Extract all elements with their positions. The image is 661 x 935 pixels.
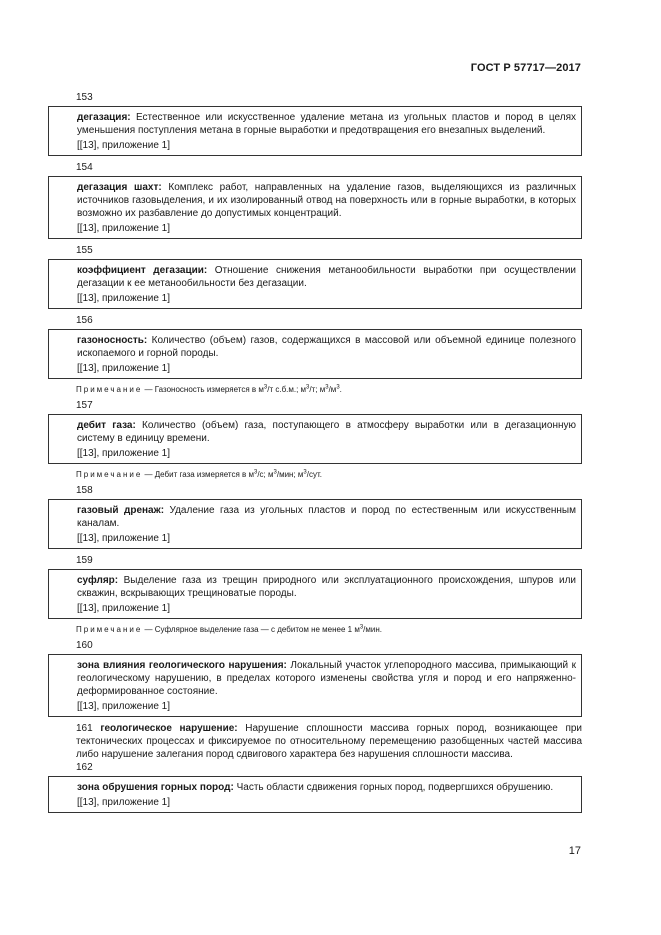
term: геологическое нарушение:	[100, 723, 238, 734]
definition: Естественное или искусственное удаление метана из угольных пластов и пород в целях уменьшения поступления метана в горные выработки и предотвращения его внезапных выделений.	[77, 112, 576, 136]
term: суфляр:	[77, 575, 119, 586]
definition: Часть области сдвижения горных пород, подвергшихся обрушению.	[233, 782, 554, 793]
term-box	[48, 414, 582, 464]
entry-number: 154	[76, 162, 93, 173]
note: Примечание — Газоносность измеряется в $м^3/т$ с.б.м.; $м^3/т$; $м^3/м^3$.	[76, 384, 342, 394]
definition: Локальный участок углепородного массива, примыкающий к геологическому нарушению, в пределах которого изменены свойства угля и пород и его напряженно-деформированное состояние.	[77, 660, 576, 697]
term-box	[48, 654, 582, 717]
definition: Удаление газа из угольных пластов и пород по естественным или искусственным каналам.	[77, 505, 576, 529]
note-label: Примечание	[76, 470, 143, 479]
term: газоносность:	[77, 335, 148, 346]
term-box	[48, 329, 582, 379]
entry-number: 160	[76, 640, 93, 651]
reference: [[13], приложение 1]	[77, 797, 171, 808]
entry-number: 156	[76, 315, 93, 326]
definition: Выделение газа из трещин природного или эксплуатационного происхождения, шпуров или скважин, вскрывающих трещиноватые породы.	[77, 575, 576, 599]
note: Примечание — Суфлярное выделение газа — с дебитом не менее 1 $м^3$/мин.	[76, 624, 383, 634]
reference: [[13], приложение 1]	[77, 223, 171, 234]
reference: [[13], приложение 1]	[77, 293, 171, 304]
definition: Количество (объем) газа, поступающего в атмосферу выработки или в дегазационную систему в единицу времени.	[77, 420, 577, 444]
term-box	[48, 259, 582, 309]
entry-number: 159	[76, 555, 93, 566]
definition: Комплекс работ, направленных на удаление газов, выделяющихся из различных источников газовыделения, и их изолированный отвод на поверхность или в горные выработки, в которых возможно их разбавление до допустимых концентраций.	[77, 182, 576, 219]
reference: [[13], приложение 1]	[77, 701, 171, 712]
definition: Нарушение сплошности массива горных пород, возникающее при тектонических процессах и фиксируемое по относительному перемещению разобщенных частей массива либо нарушение залегания пород сдвигового характера без нарушения сплошности массива.	[76, 723, 582, 760]
entry-number: 153	[76, 92, 93, 103]
reference: [[13], приложение 1]	[77, 140, 171, 151]
term: газовый дренаж:	[77, 505, 165, 516]
term-box	[48, 176, 582, 239]
term-box	[48, 569, 582, 619]
entry-number: 157	[76, 400, 93, 411]
term-box	[48, 776, 582, 813]
entry-number: 162	[76, 762, 93, 773]
document-code: ГОСТ Р 57717—2017	[470, 62, 581, 74]
term: дебит газа:	[77, 420, 136, 431]
term: зона влияния геологического нарушения:	[77, 660, 287, 671]
reference: [[13], приложение 1]	[77, 603, 171, 614]
note: Примечание — Дебит газа измеряется в $м^3/с$; $м^3$/мин; $м^3$/сут.	[76, 469, 322, 479]
term: коэффициент дегазации:	[77, 265, 208, 276]
entry-number: 161	[76, 723, 93, 734]
definition: Количество (объем) газов, содержащихся в массовой или объемной единице полезного ископаемого и горной породы.	[77, 335, 576, 359]
entry-number: 155	[76, 245, 93, 256]
note-label: Примечание	[76, 385, 143, 394]
term: зона обрушения горных пород:	[77, 782, 234, 793]
entry-number: 158	[76, 485, 93, 496]
reference: [[13], приложение 1]	[77, 533, 171, 544]
term-box	[48, 499, 582, 549]
terms-list	[48, 91, 582, 818]
term: дегазация шахт:	[77, 182, 162, 193]
term: дегазация:	[77, 112, 131, 123]
reference: [[13], приложение 1]	[77, 363, 171, 374]
plain-term-entry	[48, 722, 582, 761]
note-label: Примечание	[76, 625, 143, 634]
reference: [[13], приложение 1]	[77, 448, 171, 459]
term-box	[48, 106, 582, 156]
page-number: 17	[568, 845, 581, 857]
definition: Отношение снижения метанообильности выработки при осуществлении дегазации к ее метанообильности без дегазации.	[77, 265, 576, 289]
